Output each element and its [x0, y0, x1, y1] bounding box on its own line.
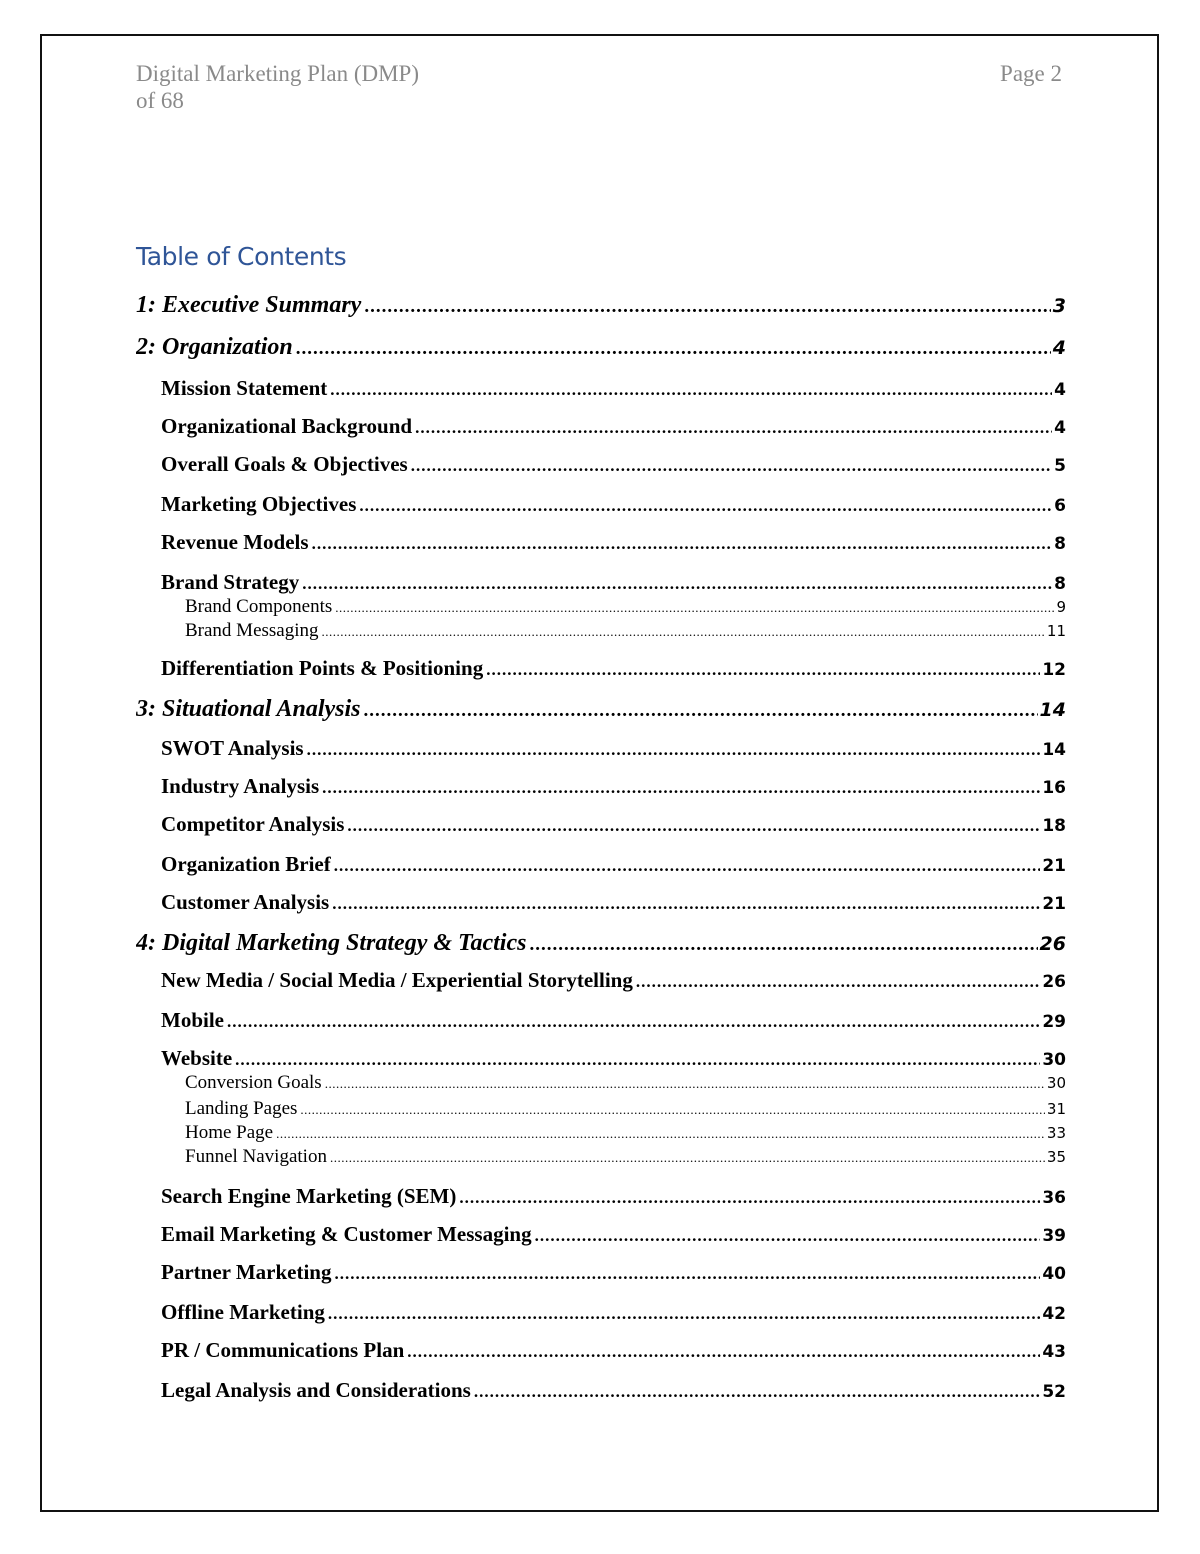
toc-entry[interactable] — [161, 812, 1066, 837]
toc-entry-title: Marketing Objectives — [161, 492, 357, 516]
toc-leader-dots — [312, 534, 1053, 554]
toc-entry-title: Landing Pages — [185, 1098, 298, 1119]
toc-entry-title: SWOT Analysis — [161, 736, 304, 760]
toc-entry-page: 21 — [1042, 894, 1066, 914]
toc-entry-page: 8 — [1054, 534, 1066, 554]
toc-leader-dots — [322, 778, 1040, 798]
toc-leader-dots — [302, 574, 1052, 594]
toc-entry-page: 12 — [1042, 660, 1066, 680]
toc-heading: Table of Contents — [136, 242, 347, 271]
toc-entry-page: 9 — [1056, 598, 1066, 616]
toc-entry-page: 39 — [1042, 1226, 1066, 1246]
toc-leader-dots — [328, 1304, 1040, 1324]
toc-entry-page: 4 — [1052, 337, 1066, 359]
toc-leader-dots — [334, 856, 1041, 876]
toc-entry-title: Mission Statement — [161, 376, 328, 400]
toc-entry-title: Website — [161, 1046, 233, 1070]
toc-leader-dots — [334, 1264, 1040, 1284]
toc-entry-title: Mobile — [161, 1008, 224, 1032]
toc-entry-page: 30 — [1046, 1074, 1066, 1092]
toc-entry-title: Home Page — [185, 1122, 274, 1143]
toc-entry-page: 42 — [1042, 1304, 1066, 1324]
toc-entry[interactable] — [161, 890, 1066, 915]
toc-leader-dots — [296, 338, 1051, 360]
toc-entry[interactable] — [161, 1260, 1066, 1285]
toc-entry[interactable] — [161, 414, 1066, 439]
toc-leader-dots — [474, 1382, 1041, 1402]
toc-leader-dots — [307, 740, 1041, 760]
toc-entry[interactable] — [161, 774, 1066, 799]
toc-leader-dots — [300, 1102, 1045, 1118]
toc-leader-dots — [364, 296, 1050, 318]
toc-entry-title: 3: Situational Analysis — [136, 696, 361, 722]
toc-leader-dots — [235, 1050, 1040, 1070]
toc-entry[interactable] — [161, 1378, 1066, 1403]
header-left — [136, 60, 419, 114]
toc-entry-page: 35 — [1046, 1148, 1066, 1166]
toc-entry-title: Brand Messaging — [185, 620, 319, 641]
toc-leader-dots — [535, 1226, 1041, 1246]
toc-entry[interactable] — [161, 1008, 1066, 1033]
toc-leader-dots — [276, 1126, 1045, 1142]
toc-entry[interactable] — [136, 334, 1066, 361]
toc-entry-title: Offline Marketing — [161, 1300, 325, 1324]
toc-entry-title: Revenue Models — [161, 530, 309, 554]
page-total: of 68 — [136, 88, 184, 113]
toc-entry-title: PR / Communications Plan — [161, 1338, 405, 1362]
toc-entry[interactable] — [185, 620, 1066, 642]
toc-entry[interactable] — [161, 656, 1066, 681]
toc-entry[interactable] — [161, 570, 1066, 595]
toc-entry-title: Email Marketing & Customer Messaging — [161, 1222, 532, 1246]
document-title: Digital Marketing Plan (DMP) — [136, 61, 419, 86]
toc-entry-page: 26 — [1039, 933, 1066, 955]
toc-leader-dots — [459, 1188, 1040, 1208]
toc-leader-dots — [415, 418, 1052, 438]
page-number: Page 2 — [1000, 61, 1062, 86]
toc-leader-dots — [330, 1150, 1045, 1166]
toc-entry-title: Brand Strategy — [161, 570, 300, 594]
toc-entry[interactable] — [161, 968, 1066, 993]
toc-entry-page: 36 — [1042, 1188, 1066, 1208]
toc-entry-title: Competitor Analysis — [161, 812, 345, 836]
toc-entry-page: 4 — [1054, 380, 1066, 400]
toc-entry-title: 2: Organization — [136, 334, 293, 360]
toc-entry[interactable] — [161, 852, 1066, 877]
toc-entry-page: 33 — [1046, 1124, 1066, 1142]
toc-entry-title: Industry Analysis — [161, 774, 320, 798]
toc-entry[interactable] — [136, 930, 1066, 957]
toc-entry-title: 4: Digital Marketing Strategy & Tactics — [136, 930, 527, 956]
page-header — [136, 60, 1062, 120]
toc-entry[interactable] — [185, 596, 1066, 618]
toc-entry[interactable] — [185, 1072, 1066, 1094]
toc-entry-page: 30 — [1042, 1050, 1066, 1070]
toc-leader-dots — [347, 816, 1040, 836]
toc-entry-page: 5 — [1054, 456, 1066, 476]
toc-entry-page: 40 — [1042, 1264, 1066, 1284]
toc-entry-page: 21 — [1042, 856, 1066, 876]
toc-leader-dots — [364, 700, 1038, 722]
toc-entry-title: Organization Brief — [161, 852, 331, 876]
toc-entry-title: New Media / Social Media / Experiential Storytelling — [161, 968, 633, 992]
toc-leader-dots — [335, 600, 1054, 616]
toc-entry-title: Customer Analysis — [161, 890, 330, 914]
toc-entry[interactable] — [161, 736, 1066, 761]
toc-entry[interactable] — [161, 452, 1066, 477]
toc-entry-page: 16 — [1042, 778, 1066, 798]
toc-entry[interactable] — [161, 530, 1066, 555]
toc-entry-page: 14 — [1039, 699, 1066, 721]
toc-leader-dots — [407, 1342, 1040, 1362]
toc-entry-page: 26 — [1042, 972, 1066, 992]
toc-leader-dots — [227, 1012, 1040, 1032]
toc-leader-dots — [322, 624, 1045, 640]
toc-entry[interactable] — [161, 1046, 1066, 1071]
toc-entry-title: Organizational Background — [161, 414, 413, 438]
toc-entry-page: 29 — [1042, 1012, 1066, 1032]
toc-entry[interactable] — [161, 1338, 1066, 1363]
toc-entry[interactable] — [161, 376, 1066, 401]
toc-leader-dots — [411, 456, 1052, 476]
toc-leader-dots — [636, 972, 1040, 992]
toc-entry-page: 11 — [1046, 622, 1066, 640]
toc-entry-title: Brand Components — [185, 596, 333, 617]
toc-entry-page: 14 — [1042, 740, 1066, 760]
toc-entry[interactable] — [161, 1184, 1066, 1209]
toc-entry[interactable] — [136, 696, 1066, 723]
toc-leader-dots — [359, 496, 1052, 516]
toc-entry-title: 1: Executive Summary — [136, 292, 362, 318]
toc-entry-page: 31 — [1046, 1100, 1066, 1118]
toc-entry-page: 52 — [1042, 1382, 1066, 1402]
toc-entry-title: Overall Goals & Objectives — [161, 452, 408, 476]
document-page — [40, 34, 1159, 1512]
toc-entry-page: 6 — [1054, 496, 1066, 516]
toc-entry-page: 4 — [1054, 418, 1066, 438]
toc-leader-dots — [325, 1076, 1045, 1092]
toc-leader-dots — [330, 380, 1052, 400]
toc-entry-page: 43 — [1042, 1342, 1066, 1362]
toc-entry[interactable] — [161, 492, 1066, 517]
toc-entry[interactable] — [161, 1222, 1066, 1247]
toc-entry-title: Differentiation Points & Positioning — [161, 656, 484, 680]
toc-entry[interactable] — [161, 1300, 1066, 1325]
toc-entry[interactable] — [185, 1122, 1066, 1144]
toc-leader-dots — [332, 894, 1040, 914]
toc-entry-page: 3 — [1052, 295, 1066, 317]
toc-leader-dots — [529, 934, 1037, 956]
toc-entry[interactable] — [185, 1098, 1066, 1120]
toc-entry-title: Funnel Navigation — [185, 1146, 327, 1167]
toc-entry-page: 18 — [1042, 816, 1066, 836]
toc-leader-dots — [486, 660, 1040, 680]
toc-entry-title: Conversion Goals — [185, 1072, 322, 1093]
toc-entry-title: Search Engine Marketing (SEM) — [161, 1184, 457, 1208]
toc-entry-title: Partner Marketing — [161, 1260, 332, 1284]
toc-entry[interactable] — [185, 1146, 1066, 1168]
toc-entry[interactable] — [136, 292, 1066, 319]
toc-entry-title: Legal Analysis and Considerations — [161, 1378, 471, 1402]
toc-entry-page: 8 — [1054, 574, 1066, 594]
